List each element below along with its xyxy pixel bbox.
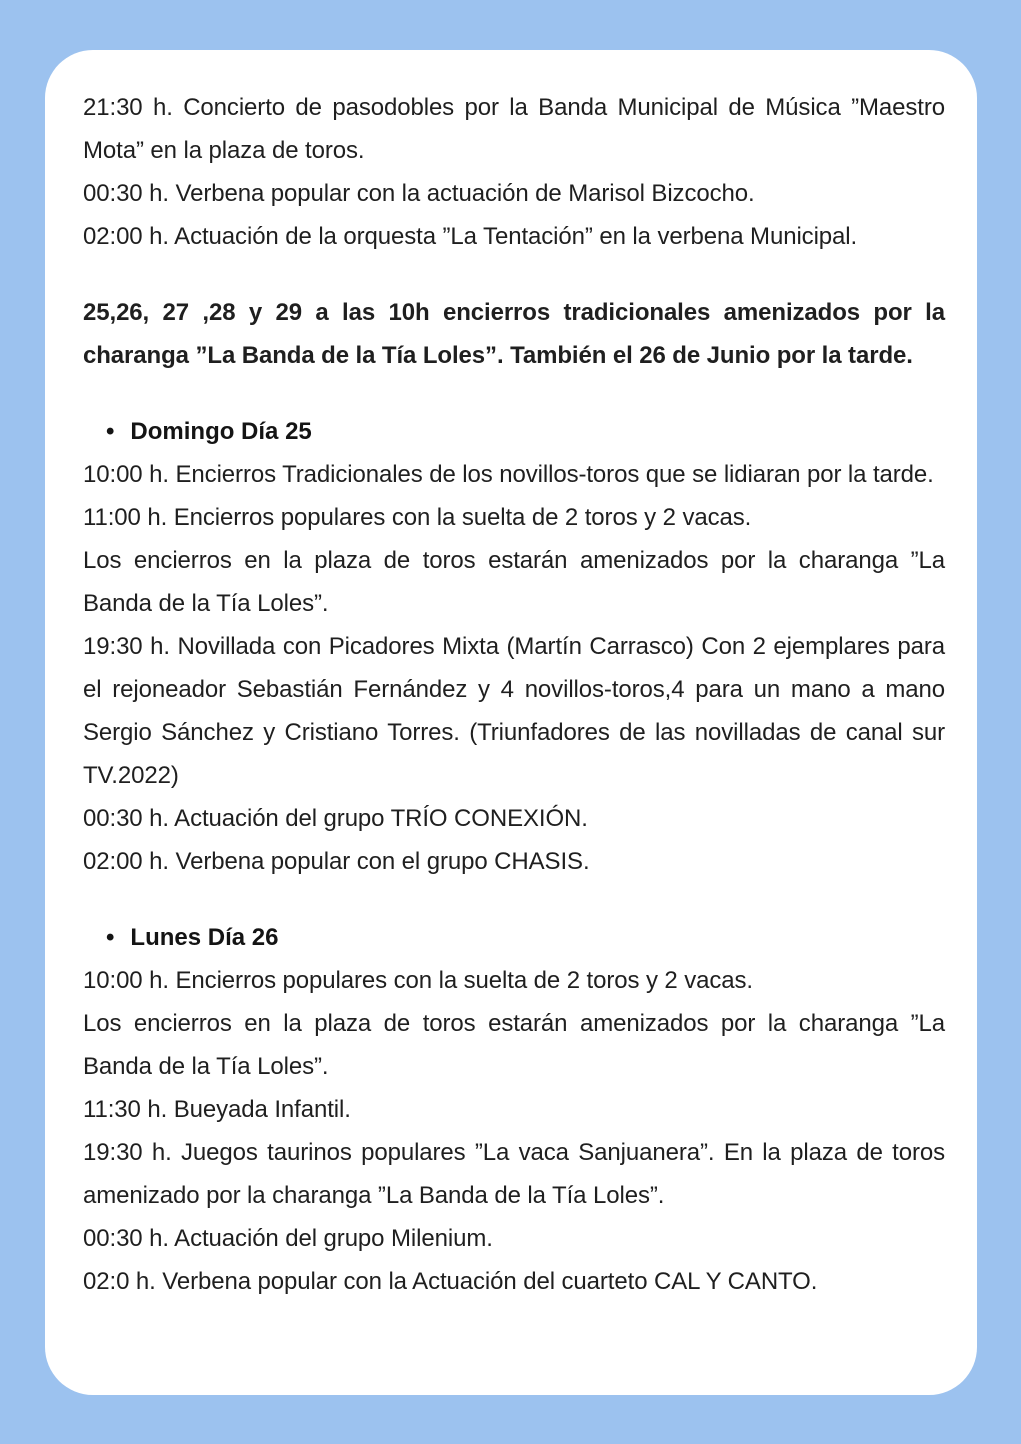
schedule-line: 02:00 h. Actuación de la orquesta ”La Tentación” en la verbena Municipal. [83,223,858,250]
schedule-line: 02:0 h. Verbena popular con la Actuación del cuarteto CAL Y CANTO. [83,1268,818,1295]
encierros-notice: 25,26, 27 ,28 y 29 a las 10h encierros tradicionales amenizados por la charanga ”La Banda de la Tía Loles”. También el 26 de Junio por la tarde. [83,299,945,369]
section-title: Lunes Día 26 [130,924,279,951]
schedule-line: 11:30 h. Bueyada Infantil. [83,1096,351,1123]
section-header-domingo-dia-25 [83,410,945,453]
schedule-line: 11:00 h. Encierros populares con la suelta de 2 toros y 2 vacas. [83,504,752,531]
schedule-line: 21:30 h. Concierto de pasodobles por la Banda Municipal de Música ”Maestro Mota” en la plaza de toros. [83,94,945,164]
section-header-lunes-dia-26 [83,916,945,959]
bullet-icon: • [106,924,115,951]
schedule-line: 19:30 h. Novillada con Picadores Mixta (Martín Carrasco) Con 2 ejemplares para el rejoneador Sebastián Fernández y 4 novillos-toros,4 para un mano a mano Sergio Sánchez y Cristiano Torres. (Triunfadores de las novilladas de canal sur TV.2022) [83,633,945,789]
section-title: Domingo Día 25 [130,418,312,445]
schedule-line: Los encierros en la plaza de toros estarán amenizados por la charanga ”La Banda de la Tía Loles”. [83,547,945,617]
schedule-line: 10:00 h. Encierros populares con la suelta de 2 toros y 2 vacas. [83,967,753,994]
schedule-line: 02:00 h. Verbena popular con el grupo CHASIS. [83,848,590,875]
program-card [45,50,977,1395]
schedule-line: 00:30 h. Actuación del grupo TRÍO CONEXIÓN. [83,805,588,832]
schedule-line: 10:00 h. Encierros Tradicionales de los novillos-toros que se lidiaran por la tarde. [83,461,934,488]
bullet-icon: • [106,418,115,445]
schedule-line: 00:30 h. Actuación del grupo Milenium. [83,1225,493,1252]
schedule-line: Los encierros en la plaza de toros estarán amenizados por la charanga ”La Banda de la Tía Loles”. [83,1010,945,1080]
schedule-line: 00:30 h. Verbena popular con la actuación de Marisol Bizcocho. [83,180,755,207]
schedule-line: 19:30 h. Juegos taurinos populares ”La vaca Sanjuanera”. En la plaza de toros amenizado por la charanga ”La Banda de la Tía Loles”. [83,1139,945,1209]
